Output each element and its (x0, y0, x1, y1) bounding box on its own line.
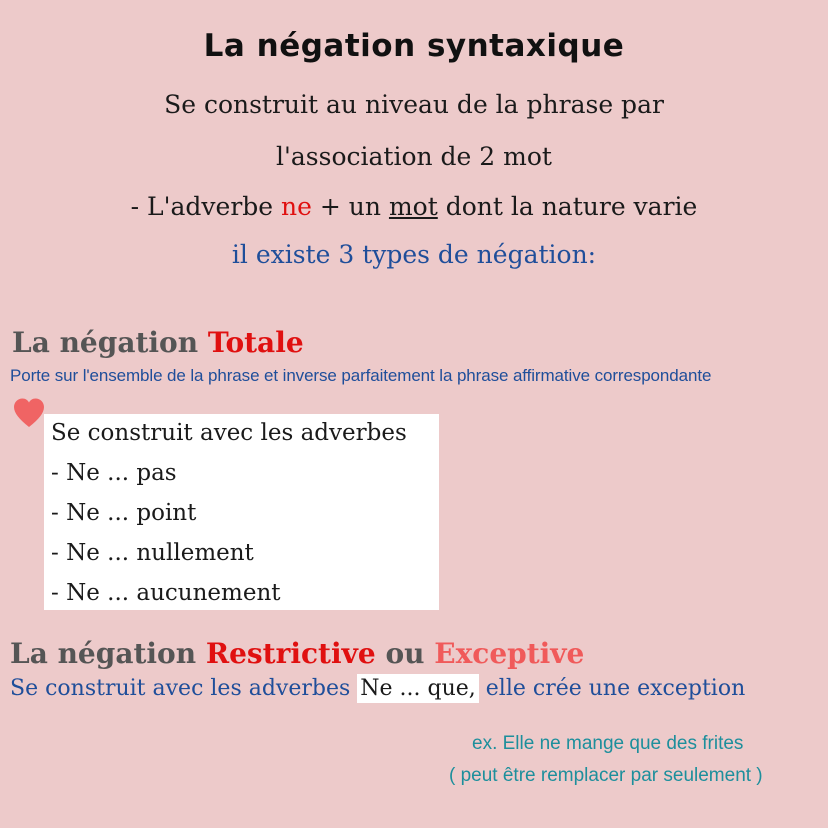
intro-line-3-plus: + un (311, 192, 389, 221)
restrictive-desc-suffix: elle crée une exception (478, 676, 746, 701)
adverb-item: - Ne ... nullement (51, 540, 254, 566)
totale-description: Porte sur l'ensemble de la phrase et inverse parfaitement la phrase affirmative correspondante (10, 366, 712, 385)
adverb-ne: ne (281, 192, 312, 221)
example-sentence: ex. Elle ne mange que des frites (472, 733, 744, 754)
restrictive-desc-prefix: Se construit avec les adverbes (10, 676, 358, 701)
restrictive-description (10, 676, 745, 701)
restrictive-heading (10, 637, 584, 670)
adverb-item: - Ne ... pas (51, 460, 177, 486)
restrictive-word: Restrictive (205, 637, 376, 670)
restrictive-heading-or: ou (375, 637, 435, 670)
adverbs-box (44, 414, 439, 610)
totale-heading-prefix: La négation (12, 326, 208, 359)
totale-word: Totale (207, 326, 304, 359)
exceptive-word: Exceptive (434, 637, 585, 670)
totale-heading (12, 326, 304, 359)
example-note: ( peut être remplacer par seulement ) (449, 765, 763, 786)
adverbs-box-heading: Se construit avec les adverbes (51, 420, 407, 446)
restrictive-heading-prefix: La négation (10, 637, 206, 670)
adverb-item: - Ne ... point (51, 500, 197, 526)
intro-line-2: l'association de 2 mot (276, 142, 552, 171)
intro-line-1: Se construit au niveau de la phrase par (164, 90, 664, 119)
intro-line-3-suffix: dont la nature varie (437, 192, 698, 221)
intro-line-3-prefix: - L'adverbe (130, 192, 282, 221)
intro-line-3 (0, 192, 828, 221)
ne-que-highlight: Ne ... que, (357, 674, 479, 703)
page-title: La négation syntaxique (203, 28, 625, 64)
heart-icon (13, 397, 45, 429)
types-count-line: il existe 3 types de négation: (231, 240, 597, 269)
adverb-item: - Ne ... aucunement (51, 580, 281, 606)
word-mot: mot (388, 192, 438, 221)
